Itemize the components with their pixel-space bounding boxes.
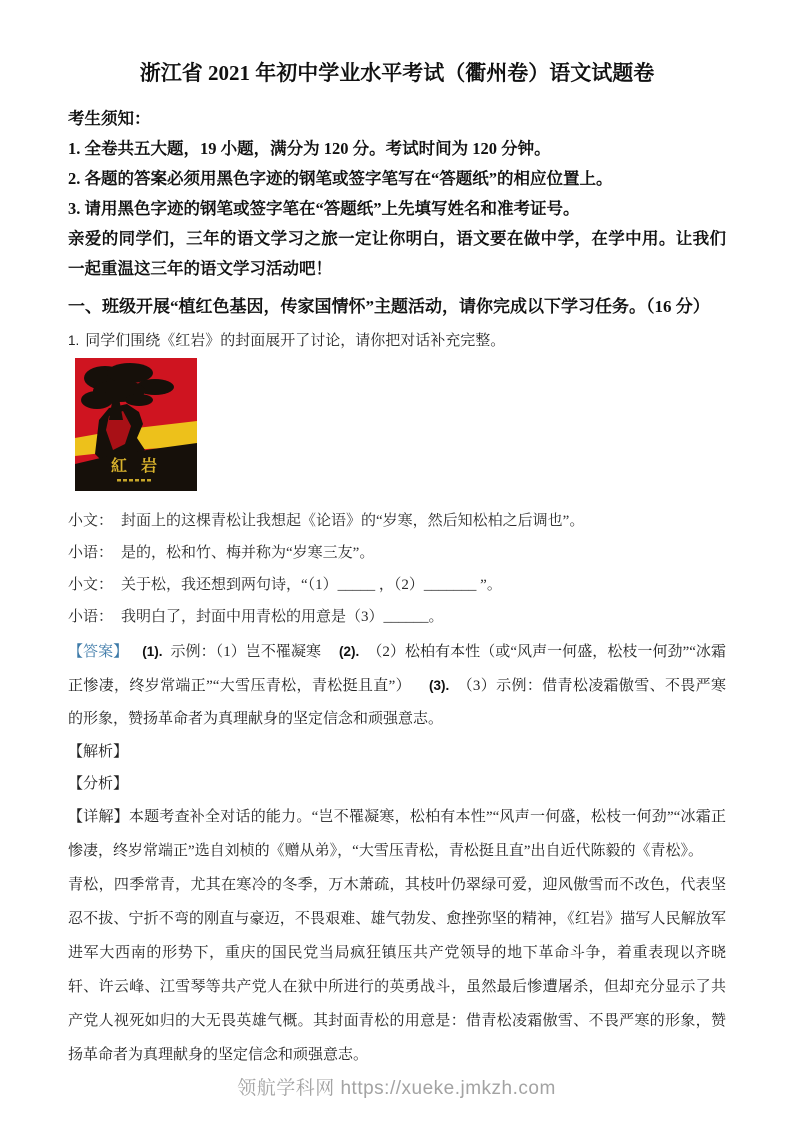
notice-heading: 考生须知： [68, 109, 151, 128]
question-1 [68, 328, 726, 354]
dialogue-line [68, 505, 726, 537]
answer-text-2: （2）松柏有本性（或“风声一何盛，松枝一何劲”“冰霜正惨凄，终岁常端正”“大雪压青松，青松挺且直”） [68, 644, 726, 694]
notice-item-2: 2. 各题的答案必须用黑色字迹的钢笔或签字笔写在“答题纸”的相应位置上。 [68, 169, 613, 188]
notice-item-1: 1. 全卷共五大题，19 小题，满分为 120 分。考试时间为 120 分钟。 [68, 139, 551, 158]
dialogue-text: 关于松，我还想到两句诗，“（1）_____ ，（2）_______ ”。 [121, 577, 502, 593]
analysis-jiexi-label: 【解析】 [68, 744, 129, 760]
answer-block [68, 635, 726, 736]
dialogue-line [68, 601, 726, 633]
answer-text-3: （3）示例：借青松凌霜傲雪、不畏严寒的形象，赞扬革命者为真理献身的坚定信念和顽强意志。 [68, 678, 726, 727]
notice-item-3: 3. 请用黑色字迹的钢笔或签字笔在“答题纸”上先填写姓名和准考证号。 [68, 199, 580, 218]
red-crag-book-cover-image [75, 358, 197, 491]
dialogue-text: 是的，松和竹、梅并称为“岁寒三友”。 [121, 545, 375, 561]
dialogue-line [68, 569, 726, 601]
question-text: 同学们围绕《红岩》的封面展开了讨论，请你把对话补充完整。 [85, 333, 506, 349]
dialogue-block [68, 505, 726, 633]
answer-label: 【答案】 [68, 644, 129, 660]
answer-marker-1: (1). [142, 644, 163, 659]
answer-marker-3: (3). [428, 678, 450, 693]
cover-title-text: 紅岩 [111, 458, 172, 475]
dialogue-speaker: 小文： [68, 513, 114, 529]
red-crag-cover-art [75, 358, 197, 491]
footer-watermark: 领航学科网 https://xueke.jmkzh.com [237, 1078, 556, 1099]
dialogue-speaker: 小语： [68, 609, 114, 625]
candidate-notice [68, 104, 726, 284]
dialogue-line [68, 537, 726, 569]
dialogue-text: 我明白了，封面中用青松的用意是（3）______。 [121, 609, 444, 625]
analysis-fenxi-label: 【分析】 [68, 776, 129, 792]
notice-intro: 亲爱的同学们，三年的语文学习之旅一定让你明白，语文要在做中学，在学中用。让我们一起重温这三年的语文学习活动吧！ [68, 229, 726, 278]
answer-text-1: 示例：（1）岂不罹凝寒 [170, 644, 322, 660]
question-number: 1. [68, 333, 80, 348]
answer-marker-2: (2). [339, 644, 360, 659]
analysis-detail-paragraph: 青松，四季常青，尤其在寒冷的冬季，万木萧疏，其枝叶仍翠绿可爱，迎风傲雪而不改色，代表坚忍不拔、宁折不弯的刚直与豪迈，不畏艰难、雄气勃发、愈挫弥坚的精神，《红岩》描写人民解放军进军大西南的形势下，重庆的国民党当局疯狂镇压共产党领导的地下革命斗争，着重表现以齐晓轩、许云峰、江雪琴等共产党人在狱中所进行的英勇战斗，虽然最后惨遭屠杀，但却充分显示了共产党人视死如归的大无畏英雄气概。其封面青松的用意是：借青松凌霜傲雪、不畏严寒的形象，赞扬革命者为真理献身的坚定信念和顽强意志。 [68, 877, 726, 1063]
dialogue-speaker: 小文： [68, 577, 114, 593]
section-one-heading: 一、班级开展“植红色基因，传家国情怀”主题活动，请你完成以下学习任务。（16 分） [68, 297, 710, 316]
analysis-xiangjie-paragraph: 【详解】本题考查补全对话的能力。“岂不罹凝寒，松柏有本性”“风声一何盛，松枝一何劲”“冰霜正惨凄，终岁常端正”选自刘桢的《赠从弟》，“大雪压青松，青松挺且直”出自近代陈毅的《青松》。 [68, 809, 726, 859]
page-title: 浙江省 2021 年初中学业水平考试（衢州卷）语文试题卷 [139, 61, 655, 85]
dialogue-speaker: 小语： [68, 545, 114, 561]
dialogue-text: 封面上的这棵青松让我想起《论语》的“岁寒，然后知松柏之后调也”。 [121, 513, 585, 529]
